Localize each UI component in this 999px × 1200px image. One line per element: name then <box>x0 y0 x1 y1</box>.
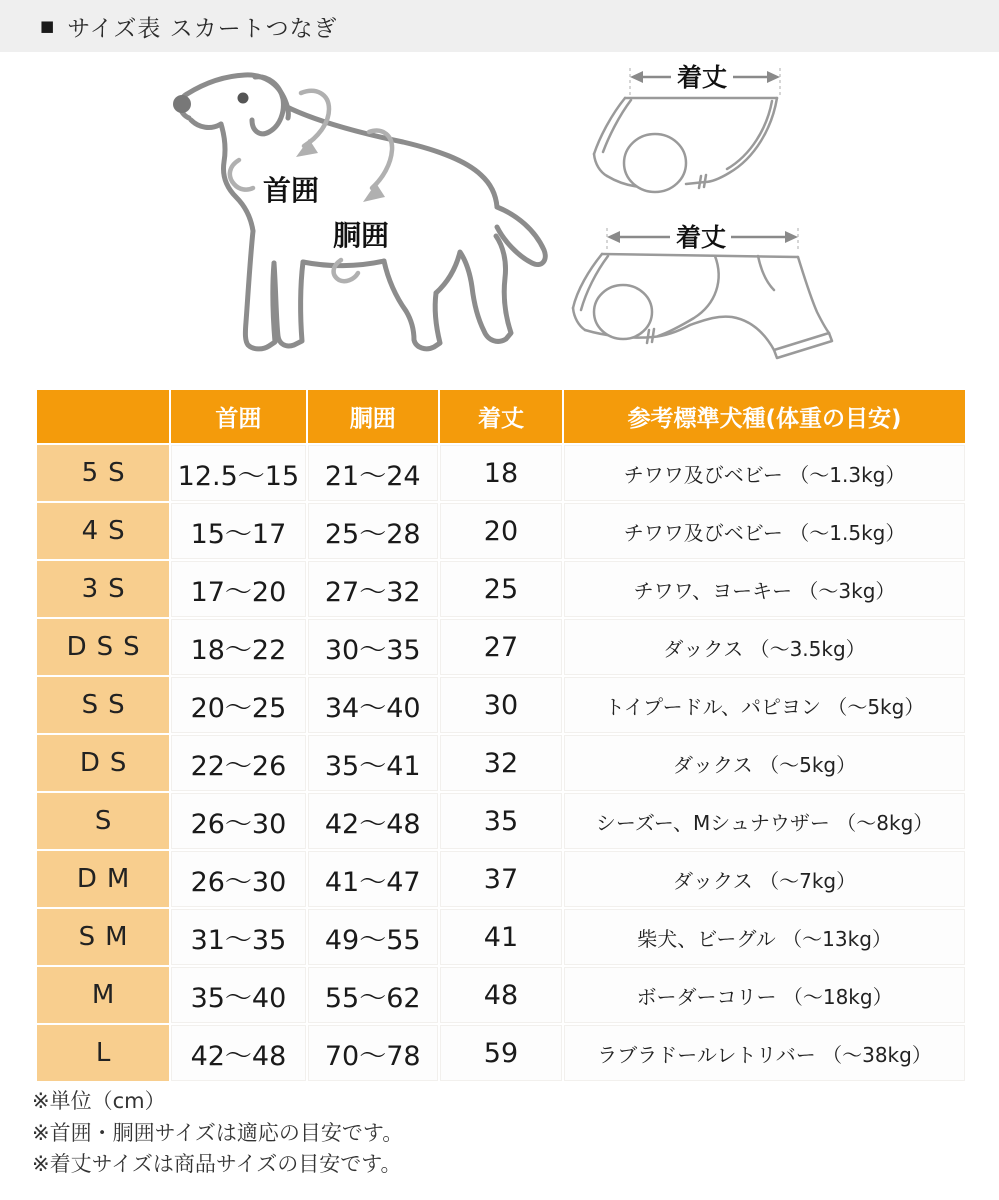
neck-cell: 31～35 <box>171 909 305 965</box>
neck-cell: 42～48 <box>171 1025 305 1081</box>
girth-cell: 42～48 <box>308 793 438 849</box>
table-row <box>37 909 965 965</box>
girth-cell: 30～35 <box>308 619 438 675</box>
breed-cell: チワワ及びベビー （～1.5kg） <box>564 503 965 559</box>
length-cell: 35 <box>440 793 562 849</box>
footnotes <box>32 1086 403 1181</box>
size-cell: SM <box>37 909 169 965</box>
neck-cell: 12.5～15 <box>171 445 305 501</box>
body-girth-label: 胴囲 <box>333 219 390 252</box>
note-length: ※着丈サイズは商品サイズの目安です。 <box>32 1152 402 1176</box>
length-cell: 18 <box>440 445 562 501</box>
dog-eye <box>238 93 249 104</box>
col-header-breed: 参考標準犬種(体重の目安) <box>564 390 965 443</box>
sleeve-opening <box>624 134 686 192</box>
girth-cell: 70～78 <box>308 1025 438 1081</box>
table-header-row <box>37 390 965 443</box>
col-header-size <box>37 390 169 443</box>
breed-cell: トイプードル、パピヨン （～5kg） <box>564 677 965 733</box>
measurement-figure-area <box>0 52 999 388</box>
neck-cell: 15～17 <box>171 503 305 559</box>
square-bullet-icon: ■ <box>40 16 55 35</box>
table-row <box>37 1025 965 1081</box>
table-row <box>37 619 965 675</box>
neck-cell: 20～25 <box>171 677 305 733</box>
page-title: サイズ表 スカートつなぎ <box>67 15 338 42</box>
note-neck-girth: ※首囲・胴囲サイズは適応の目安です。 <box>32 1120 404 1145</box>
length-cell: 48 <box>440 967 562 1023</box>
size-cell: DSS <box>37 619 169 675</box>
neck-girth-label: 首囲 <box>263 174 320 207</box>
length-cell: 59 <box>440 1025 562 1081</box>
sleeve-opening <box>594 285 652 339</box>
size-cell: L <box>37 1025 169 1081</box>
neck-cell: 26～30 <box>171 851 305 907</box>
size-cell: 3S <box>37 561 169 617</box>
dog-nose <box>173 95 191 113</box>
size-cell: DM <box>37 851 169 907</box>
size-table-section <box>35 388 967 1083</box>
length-cell: 27 <box>440 619 562 675</box>
size-cell: SS <box>37 677 169 733</box>
table-row <box>37 793 965 849</box>
length-cell: 30 <box>440 677 562 733</box>
arrow-right-icon <box>767 71 780 83</box>
dog-measurement-illustration <box>155 60 585 385</box>
breed-cell: 柴犬、ビーグル （～13kg） <box>564 909 965 965</box>
note-units: ※単位（cm） <box>32 1089 166 1113</box>
girth-cell: 25～28 <box>308 503 438 559</box>
breed-cell: ダックス （～3.5kg） <box>564 619 965 675</box>
neck-cell: 35～40 <box>171 967 305 1023</box>
breed-cell: シーズー、Mシュナウザー （～8kg） <box>564 793 965 849</box>
col-header-neck: 首囲 <box>171 390 305 443</box>
size-table <box>35 388 967 1083</box>
girth-cell: 35～41 <box>308 735 438 791</box>
length-cell: 37 <box>440 851 562 907</box>
neck-cell: 17～20 <box>171 561 305 617</box>
girth-cell: 21～24 <box>308 445 438 501</box>
length-dimension-label: 着丈 <box>675 223 727 252</box>
table-row <box>37 735 965 791</box>
size-cell: DS <box>37 735 169 791</box>
girth-cell: 41～47 <box>308 851 438 907</box>
length-cell: 25 <box>440 561 562 617</box>
col-header-girth: 胴囲 <box>308 390 438 443</box>
length-dimension-label: 着丈 <box>676 63 728 92</box>
table-row <box>37 851 965 907</box>
section-title-bar <box>0 0 999 52</box>
table-row <box>37 561 965 617</box>
breed-cell: ダックス （～7kg） <box>564 851 965 907</box>
girth-cell: 49～55 <box>308 909 438 965</box>
size-cell: M <box>37 967 169 1023</box>
breed-cell: ラブラドールレトリバー （～38kg） <box>564 1025 965 1081</box>
length-cell: 20 <box>440 503 562 559</box>
col-header-length: 着丈 <box>440 390 562 443</box>
girth-cell: 55～62 <box>308 967 438 1023</box>
table-row <box>37 677 965 733</box>
neck-cell: 22～26 <box>171 735 305 791</box>
breed-cell: チワワ及びベビー （～1.3kg） <box>564 445 965 501</box>
neck-cell: 18～22 <box>171 619 305 675</box>
garment-tank-diagram <box>585 60 795 212</box>
girth-cell: 34～40 <box>308 677 438 733</box>
garment-coverall-diagram <box>565 222 845 382</box>
length-cell: 32 <box>440 735 562 791</box>
breed-cell: ボーダーコリー （～18kg） <box>564 967 965 1023</box>
size-cell: 4S <box>37 503 169 559</box>
breed-cell: ダックス （～5kg） <box>564 735 965 791</box>
girth-cell: 27～32 <box>308 561 438 617</box>
table-row <box>37 967 965 1023</box>
arrow-right-icon <box>785 231 798 243</box>
size-cell: S <box>37 793 169 849</box>
size-cell: 5S <box>37 445 169 501</box>
length-cell: 41 <box>440 909 562 965</box>
breed-cell: チワワ、ヨーキー （～3kg） <box>564 561 965 617</box>
arrow-left-icon <box>607 231 620 243</box>
table-row <box>37 445 965 501</box>
arrow-left-icon <box>630 71 643 83</box>
neck-cell: 26～30 <box>171 793 305 849</box>
table-row <box>37 503 965 559</box>
